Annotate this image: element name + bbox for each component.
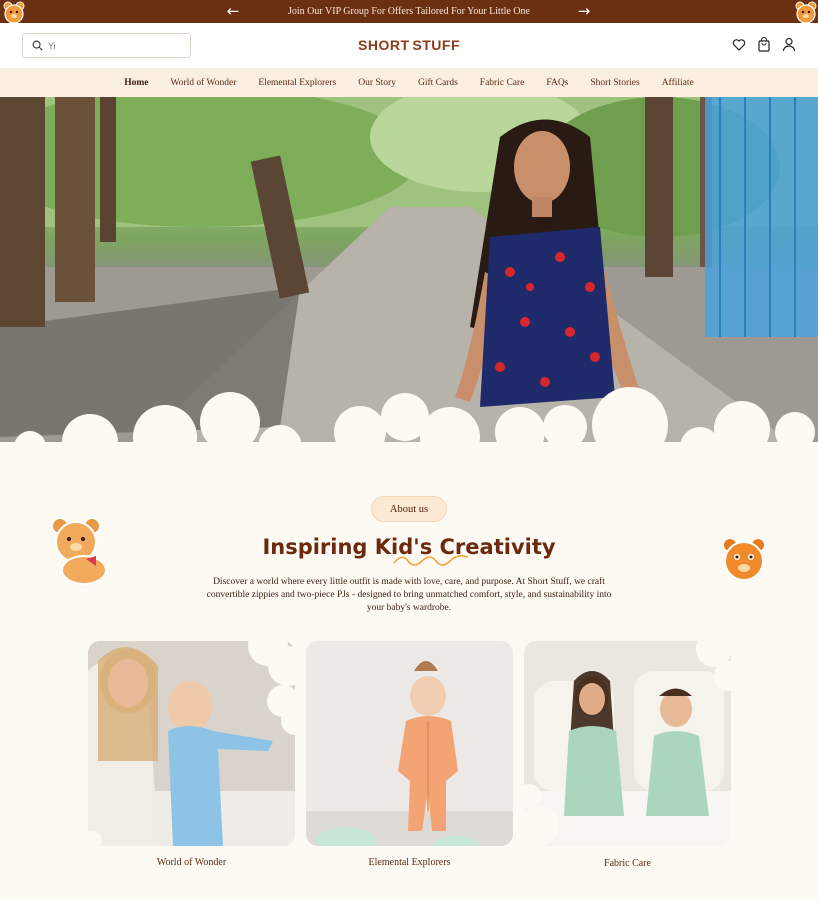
heart-icon[interactable] — [732, 37, 746, 52]
card-image — [306, 641, 513, 846]
card-image — [88, 641, 295, 846]
nav-item-world-of-wonder[interactable]: World of Wonder — [170, 77, 237, 88]
logo-text-stuff: STUFF — [412, 37, 460, 53]
section-title: Inspiring Kid's Creativity — [262, 535, 556, 559]
card-label-fabric-care[interactable]: Fabric Care — [604, 858, 651, 869]
logo-text-short: SHORT — [358, 37, 410, 53]
search-input[interactable] — [48, 41, 188, 51]
site-header — [0, 23, 818, 68]
about-us-badge: About us — [371, 496, 447, 522]
squiggle-decoration-icon — [392, 551, 470, 567]
teddy-bear-icon — [2, 0, 26, 24]
site-logo[interactable] — [358, 31, 460, 59]
announcement-text: Join Our VIP Group For Offers Tailored For Your Little One — [288, 6, 530, 17]
nav-item-fabric-care[interactable]: Fabric Care — [479, 77, 525, 88]
announcement-next-button[interactable]: → — [577, 2, 591, 20]
card-image — [524, 641, 731, 846]
bear-logo-icon — [411, 33, 412, 57]
nav-item-faqs[interactable]: FAQs — [546, 77, 569, 88]
search-icon — [32, 40, 43, 51]
user-icon[interactable] — [782, 37, 796, 52]
nav-item-elemental-explorers[interactable]: Elemental Explorers — [258, 77, 337, 88]
search-box[interactable] — [22, 33, 191, 58]
card-elemental-explorers[interactable] — [306, 641, 513, 846]
nav-item-affiliate[interactable]: Affiliate — [661, 77, 694, 88]
announcement-prev-button[interactable]: ← — [226, 2, 240, 20]
card-label-elemental-explorers[interactable]: Elemental Explorers — [368, 857, 451, 868]
card-world-of-wonder[interactable] — [88, 641, 295, 846]
teddy-bear-icon — [794, 0, 818, 24]
bear-face-icon — [720, 535, 768, 585]
card-label-world-of-wonder[interactable]: World of Wonder — [156, 857, 227, 868]
nav-item-gift-cards[interactable]: Gift Cards — [417, 77, 458, 88]
hero-image — [0, 97, 818, 462]
hero-banner — [0, 97, 818, 462]
card-fabric-care[interactable] — [524, 641, 731, 846]
teddy-bear-icon — [46, 514, 114, 586]
about-description: Discover a world where every little outfit is made with love, care, and purpose. At Short Stuff, we craft convertible zippies and two-piece PJs - designed to bring unmatched comfort, style, and sustainability into your baby's wardrobe. — [206, 577, 612, 613]
nav-item-our-story[interactable]: Our Story — [358, 77, 396, 88]
shopping-bag-icon[interactable] — [757, 37, 771, 52]
nav-item-short-stories[interactable]: Short Stories — [590, 77, 640, 88]
announcement-bar — [0, 0, 818, 23]
nav-item-home[interactable]: Home — [124, 77, 149, 88]
main-nav — [0, 68, 818, 97]
